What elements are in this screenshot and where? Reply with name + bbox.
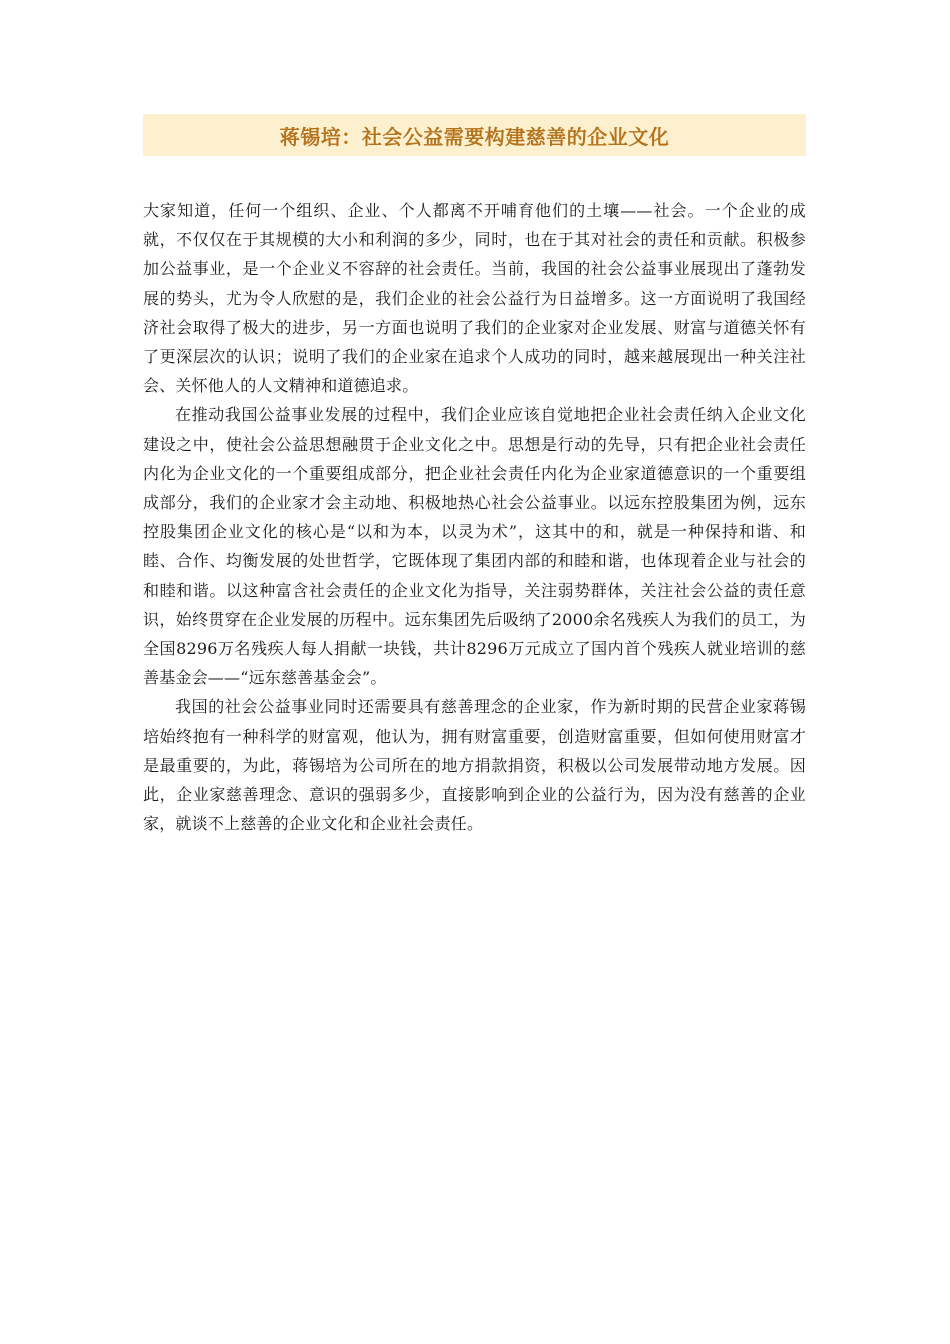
paragraph-3: 我国的社会公益事业同时还需要具有慈善理念的企业家，作为新时期的民营企业家蒋锡培始终抱有一种科学的财富观，他认为，拥有财富重要，创造财富重要，但如何使用财富才是最重要的，为此，蒋锡培为公司所在的地方捐款捐资，积极以公司发展带动地方发展。因此，企业家慈善理念、意识的强弱多少，直接影响到企业的公益行为，因为没有慈善的企业家，就谈不上慈善的企业文化和企业社会责任。 (143, 697, 806, 834)
paragraph-1: 大家知道，任何一个组织、企业、个人都离不开哺育他们的土壤——社会。一个企业的成就，不仅仅在于其规模的大小和利润的多少，同时，也在于其对社会的责任和贡献。积极参加公益事业，是一个企业义不容辞的社会责任。当前，我国的社会公益事业展现出了蓬勃发展的势头，尤为令人欣慰的是，我们企业的社会公益行为日益增多。这一方面说明了我国经济社会取得了极大的进步，另一方面也说明了我们的企业家对企业发展、财富与道德关怀有了更深层次的认识；说明了我们的企业家在追求个人成功的同时，越来越展现出一种关注社会、关怀他人的人文精神和道德追求。 (143, 201, 806, 396)
page-title: 蒋锡培：社会公益需要构建慈善的企业文化 (279, 124, 670, 149)
paragraph-2: 在推动我国公益事业发展的过程中，我们企业应该自觉地把企业社会责任纳入企业文化建设之中，使社会公益思想融贯于企业文化之中。思想是行动的先导，只有把企业社会责任内化为企业文化的一个重要组成部分，把企业社会责任内化为企业家道德意识的一个重要组成部分，我们的企业家才会主动地、积极地热心社会公益事业。以远东控股集团为例，远东控股集团企业文化的核心是“以和为本，以灵为术”，这其中的和，就是一种保持和谐、和睦、合作、均衡发展的处世哲学，它既体现了集团内部的和睦和谐，也体现着企业与社会的和睦和谐。以这种富含社会责任的企业文化为指导，关注弱势群体，关注社会公益的责任意识，始终贯穿在企业发展的历程中。远东集团先后吸纳了2000余名残疾人为我们的员工，为全国8296万名残疾人每人捐献一块钱，共计8296万元成立了国内首个残疾人就业培训的慈善基金会——“远东慈善基金会”。 (143, 405, 806, 688)
title-banner (143, 114, 806, 156)
article-body (143, 196, 806, 838)
